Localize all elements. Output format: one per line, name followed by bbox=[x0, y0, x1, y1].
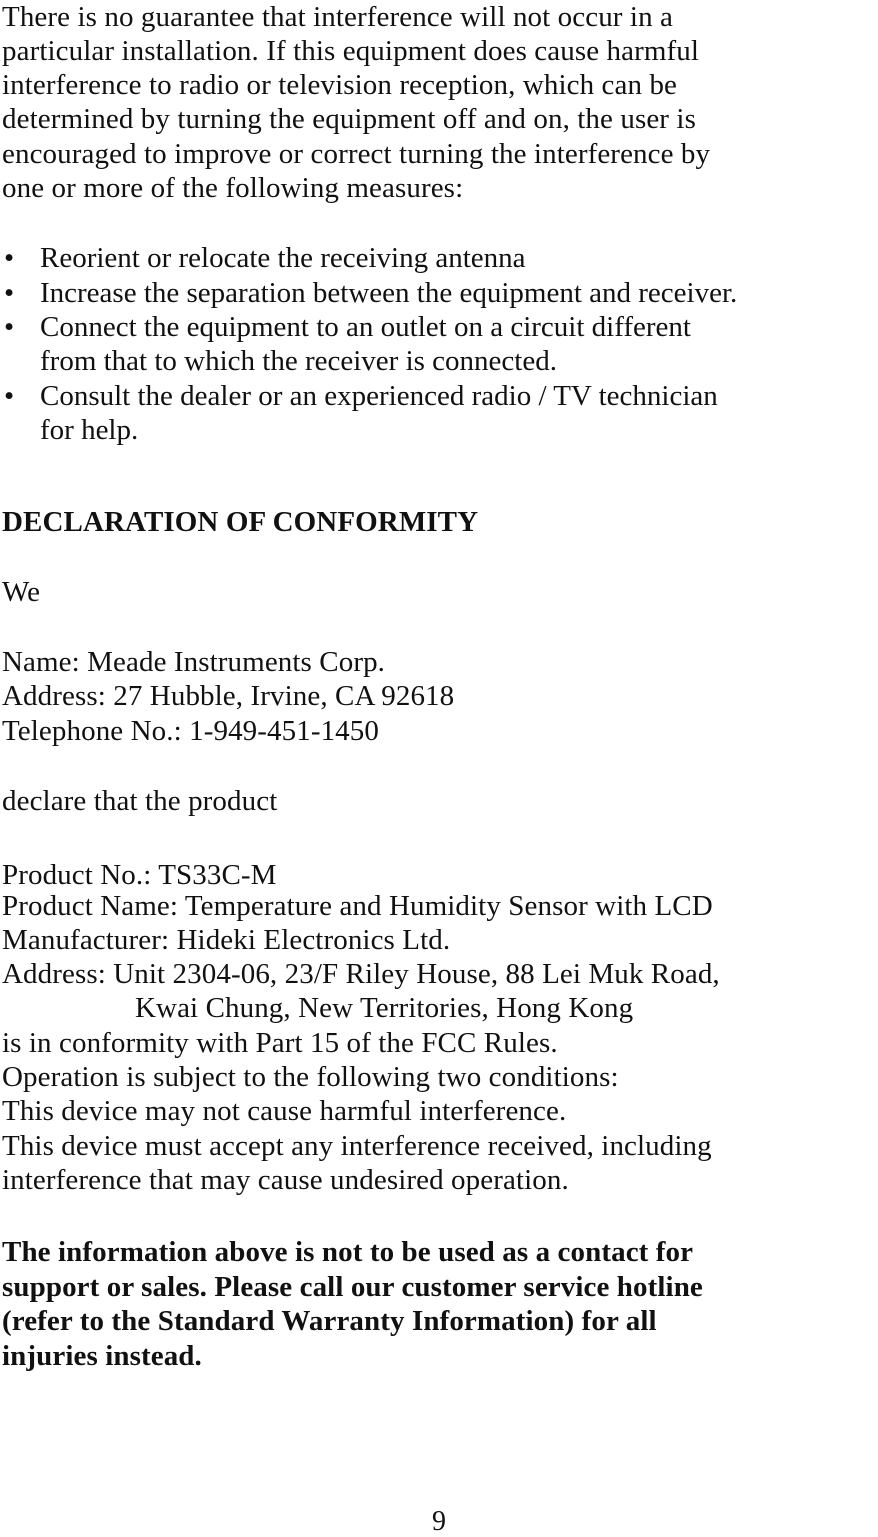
bullet-marker: • bbox=[4, 277, 15, 309]
page-number: 9 bbox=[432, 1506, 446, 1537]
company-name: Name: Meade Instruments Corp. bbox=[2, 646, 386, 678]
operation-statement: Operation is subject to the following two conditions: bbox=[2, 1061, 619, 1093]
intro-line: one or more of the following measures: bbox=[2, 172, 464, 204]
list-item-continuation: from that to which the receiver is connected. bbox=[40, 345, 557, 377]
condition-2-line1: This device must accept any interference received, including bbox=[2, 1130, 712, 1162]
product-number: Product No.: TS33C-M bbox=[2, 859, 277, 891]
product-address-line2: Kwai Chung, New Territories, Hong Kong bbox=[135, 992, 634, 1024]
section-heading: DECLARATION OF CONFORMITY bbox=[2, 506, 479, 538]
we-line: We bbox=[2, 576, 41, 608]
conformity-statement: is in conformity with Part 15 of the FCC Rules. bbox=[2, 1027, 558, 1059]
bullet-marker: • bbox=[4, 380, 15, 412]
list-item: Consult the dealer or an experienced radio / TV technician bbox=[40, 380, 718, 412]
product-manufacturer: Manufacturer: Hideki Electronics Ltd. bbox=[2, 924, 451, 956]
notice-line: The information above is not to be used as a contact for bbox=[2, 1236, 694, 1268]
company-address: Address: 27 Hubble, Irvine, CA 92618 bbox=[2, 680, 455, 712]
condition-1: This device may not cause harmful interference. bbox=[2, 1095, 567, 1127]
list-item-continuation: for help. bbox=[40, 414, 139, 446]
list-item: Reorient or relocate the receiving antenna bbox=[40, 242, 526, 274]
intro-line: encouraged to improve or correct turning the interference by bbox=[2, 138, 711, 170]
list-item: Connect the equipment to an outlet on a circuit different bbox=[40, 311, 691, 343]
condition-2-line2: interference that may cause undesired operation. bbox=[2, 1164, 569, 1196]
notice-line: injuries instead. bbox=[2, 1340, 202, 1372]
notice-line: (refer to the Standard Warranty Information) for all bbox=[2, 1305, 657, 1337]
notice-line: support or sales. Please call our customer service hotline bbox=[2, 1271, 703, 1303]
intro-line: particular installation. If this equipment does cause harmful bbox=[2, 35, 700, 67]
declare-line: declare that the product bbox=[2, 785, 278, 817]
intro-line: There is no guarantee that interference will not occur in a bbox=[2, 1, 673, 33]
company-telephone: Telephone No.: 1-949-451-1450 bbox=[2, 715, 379, 747]
product-address-line1: Address: Unit 2304-06, 23/F Riley House, 88 Lei Muk Road, bbox=[2, 958, 720, 990]
intro-line: interference to radio or television reception, which can be bbox=[2, 69, 678, 101]
list-item: Increase the separation between the equipment and receiver. bbox=[40, 277, 738, 309]
bullet-marker: • bbox=[4, 242, 15, 274]
intro-line: determined by turning the equipment off and on, the user is bbox=[2, 103, 696, 135]
product-name: Product Name: Temperature and Humidity Sensor with LCD bbox=[2, 890, 713, 922]
bullet-marker: • bbox=[4, 311, 15, 343]
